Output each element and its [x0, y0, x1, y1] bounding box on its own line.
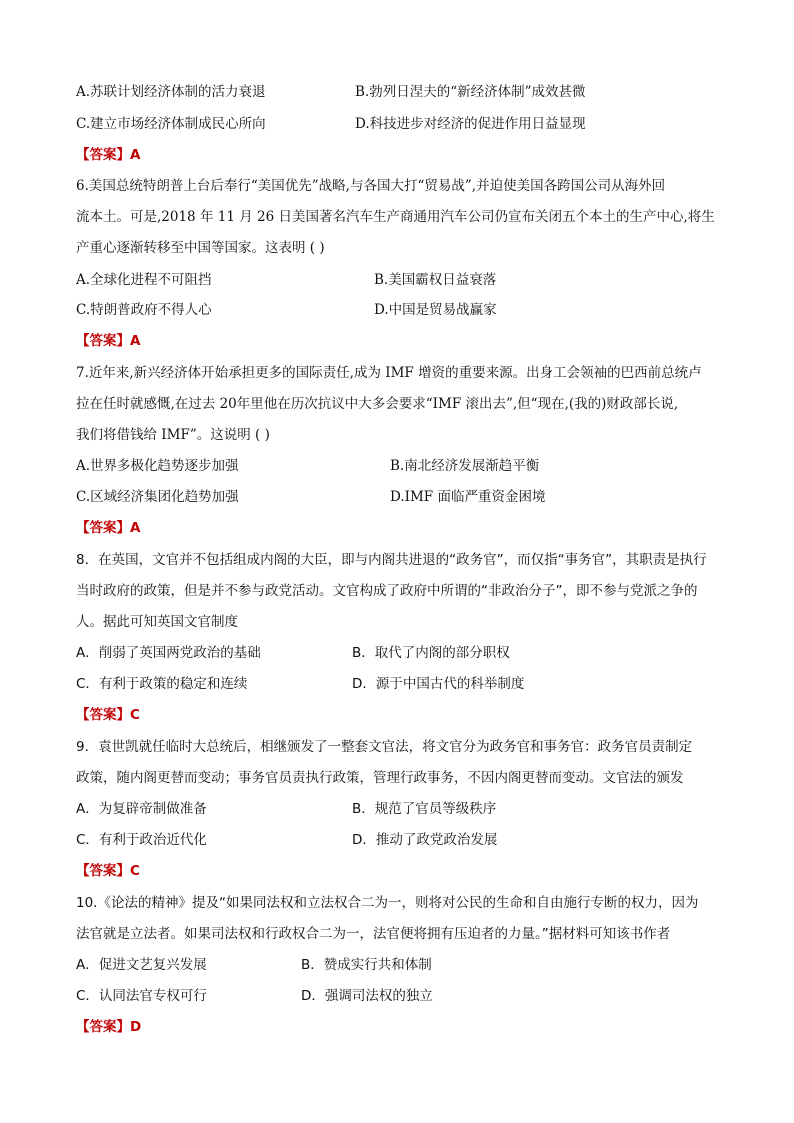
- q5-option-a: A.苏联计划经济体制的活力衰退: [76, 84, 266, 100]
- q5-options-row-1: [76, 82, 736, 102]
- q9-options-row-2: [76, 830, 736, 850]
- q7-stem-line-1: 7.近年来,新兴经济体开始承担更多的国际责任,成为 IMF 增资的重要来源。出身工会领袖的巴西前总统卢: [76, 365, 702, 381]
- q7-option-b: B.南北经济发展渐趋平衡: [390, 458, 540, 474]
- q10-option-c: C．认同法官专权可行: [76, 988, 207, 1004]
- q9-option-a: A．为复辟帝制做准备: [76, 801, 207, 817]
- q8-option-c: C．有利于政策的稳定和连续: [76, 676, 248, 692]
- q6-stem-line-1: 6.美国总统特朗普上台后奉行“美国优先”战略,与各国大打“贸易战”,并迫使美国各跨国公司从海外回: [76, 178, 666, 194]
- q8-stem-line-1: 8．在英国，文官并不包括组成内阁的大臣，即与内阁共进退的“政务官”，而仅指“事务官”，其职责是执行: [76, 552, 707, 568]
- q10-options-row-2: [76, 986, 736, 1006]
- q9-options-row-1: [76, 799, 736, 819]
- answer-label: 【答案】: [76, 707, 130, 723]
- q8-options-row-1: [76, 643, 736, 663]
- q8-stem-line-3: 人。据此可知英国文官制度: [76, 614, 238, 630]
- answer-value: A: [130, 333, 141, 349]
- q8-option-a: A．削弱了英国两党政治的基础: [76, 645, 261, 661]
- q8-answer: [76, 705, 140, 725]
- q5-option-b: B.勃列日涅夫的“新经济体制”成效甚微: [355, 84, 586, 100]
- q5-answer: [76, 145, 140, 165]
- answer-value: D: [130, 1019, 142, 1035]
- answer-label: 【答案】: [76, 520, 130, 536]
- q9-option-c: C．有利于政治近代化: [76, 832, 207, 848]
- answer-label: 【答案】: [76, 333, 130, 349]
- q6-option-a: A.全球化进程不可阻挡: [76, 272, 212, 288]
- q6-stem-line-3: 产重心逐渐转移至中国等国家。这表明 ( ): [76, 240, 325, 256]
- q10-option-b: B．赞成实行共和体制: [301, 957, 432, 973]
- q9-answer: [76, 861, 140, 881]
- answer-label: 【答案】: [76, 147, 130, 163]
- q10-option-a: A．促进文艺复兴发展: [76, 957, 207, 973]
- q7-answer: [76, 518, 140, 538]
- q5-options-row-2: [76, 114, 736, 134]
- q6-option-b: B.美国霸权日益衰落: [374, 272, 497, 288]
- q8-options-row-2: [76, 674, 736, 694]
- answer-value: C: [130, 863, 140, 879]
- q9-option-b: B．规范了官员等级秩序: [352, 801, 497, 817]
- q10-option-d: D．强调司法权的独立: [301, 988, 433, 1004]
- q6-options-row-1: [76, 270, 736, 290]
- q7-stem-line-2: 拉在任时就感慨,在过去 20年里他在历次抗议中大多会要求“IMF 滚出去”,但“现在,(我的)财政部长说,: [76, 396, 679, 412]
- q7-option-a: A.世界多极化趋势逐步加强: [76, 458, 239, 474]
- q6-option-c: C.特朗普政府不得人心: [76, 302, 212, 318]
- q8-stem-line-2: 当时政府的政策，但是并不参与政党活动。文官构成了政府中所谓的“非政治分子”，即不参与党派之争的: [76, 583, 698, 599]
- q7-options-row-2: [76, 487, 736, 507]
- q6-answer: [76, 331, 140, 351]
- q6-options-row-2: [76, 300, 736, 320]
- q9-stem-line-2: 政策，随内阁更替而变动；事务官员责执行政策，管理行政事务，不因内阁更替而变动。文官法的颁发: [76, 770, 684, 786]
- q6-stem-line-2: 流本土。可是,2018 年 11 月 26 日美国著名汽车生产商通用汽车公司仍宣布关闭五个本土的生产中心,将生: [76, 209, 715, 225]
- q8-option-d: D．源于中国古代的科举制度: [352, 676, 525, 692]
- q10-options-row-1: [76, 955, 736, 975]
- q10-answer: [76, 1017, 141, 1037]
- q10-stem-line-1: 10.《论法的精神》提及“如果同法权和立法权合二为一，则将对公民的生命和自由施行专断的权力，因为: [76, 895, 699, 911]
- q5-option-d: D.科技进步对经济的促进作用日益显现: [355, 116, 586, 132]
- q7-option-c: C.区域经济集团化趋势加强: [76, 489, 239, 505]
- answer-label: 【答案】: [76, 863, 130, 879]
- q7-option-d: D.IMF 面临严重资金困境: [390, 489, 546, 505]
- q7-options-row-1: [76, 456, 736, 476]
- q10-stem-line-2: 法官就是立法者。如果司法权和行政权合二为一，法官便将拥有压迫者的力量。”据材料可知该书作者: [76, 926, 671, 942]
- q6-option-d: D.中国是贸易战赢家: [374, 302, 497, 318]
- answer-label: 【答案】: [76, 1019, 130, 1035]
- answer-value: A: [130, 147, 141, 163]
- q8-option-b: B．取代了内阁的部分职权: [352, 645, 510, 661]
- q9-option-d: D．推动了政党政治发展: [352, 832, 498, 848]
- q7-stem-line-3: 我们将借钱给 IMF”。这说明 ( ): [76, 427, 270, 443]
- q5-option-c: C.建立市场经济体制成民心所向: [76, 116, 266, 132]
- answer-value: C: [130, 707, 140, 723]
- answer-value: A: [130, 520, 141, 536]
- q9-stem-line-1: 9．袁世凯就任临时大总统后，相继颁发了一整套文官法，将文官分为政务官和事务官：政务官员责制定: [76, 739, 693, 755]
